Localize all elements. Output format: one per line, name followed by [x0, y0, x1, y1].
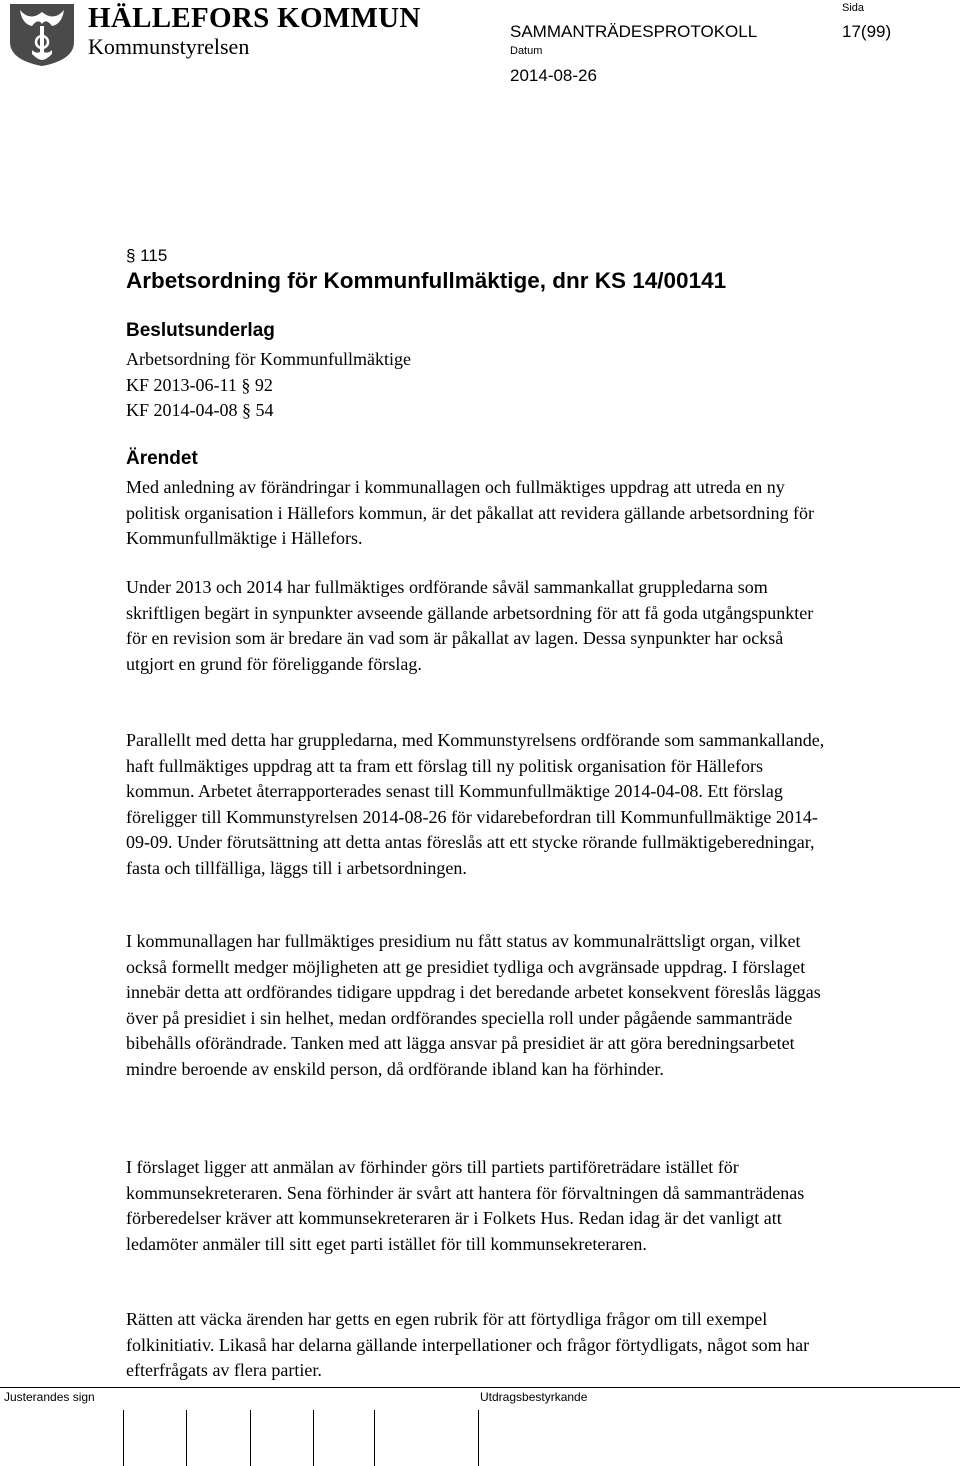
municipality-crest-logo: [6, 2, 78, 68]
list-item: Arbetsordning för Kommunfullmäktige: [126, 349, 411, 369]
body-paragraph: I kommunallagen har fullmäktiges presidium nu fått status av kommunalrättsligt organ, vilket också formellt medger möjligheten att ge presidiet tydliga och avgränsade uppdrag. I förslaget innebär detta att ordförandes tidigare uppdrag i det beredande arbetet konsekvent föreslås läggas över på presidiet i sin helhet, medan ordförandes speciella roll under pågående sammanträde bibehålls oförändrade. Tanken med att lägga ansvar på presidiet är att göra beredningsarbetet mindre beroende av enskild person, då ordförande ibland kan ha förhinder.: [126, 931, 821, 1079]
justerandes-sign-label: Justerandes sign: [4, 1390, 95, 1404]
signature-box-divider: [250, 1410, 251, 1466]
page-title: Arbetsordning för Kommunfullmäktige, dnr KS 14/00141: [126, 268, 727, 293]
list-item: KF 2014-04-08 § 54: [126, 400, 274, 421]
organization-unit: Kommunstyrelsen: [88, 34, 250, 59]
arendet-heading: Ärendet: [126, 448, 198, 469]
page-label: Sida: [842, 2, 865, 14]
section-reference: § 115: [126, 246, 168, 265]
body-paragraph: I förslaget ligger att anmälan av förhinder görs till partiets partiföreträdare istället för kommunsekreteraren. Sena förhinder är svårt att hantera för förvaltningen då sammanträdenas förberedelser kräver att kommunsekreteraren är i Folkets Hus. Redan idag är det vanligt att ledamöter anmäler till sitt eget parti istället för till kommunsekreteraren.: [126, 1157, 805, 1254]
date-label: Datum: [510, 45, 543, 57]
signature-box-divider: [313, 1410, 314, 1466]
utdragsbestyrkande-label: Utdragsbestyrkande: [480, 1390, 588, 1404]
signature-box-divider: [478, 1410, 479, 1466]
signature-box-divider: [186, 1410, 187, 1466]
signature-box-divider: [374, 1410, 375, 1466]
document-type: SAMMANTRÄDESPROTOKOLL: [510, 22, 758, 41]
organization-name: HÄLLEFORS KOMMUN: [88, 2, 421, 34]
body-paragraph: Med anledning av förändringar i kommunallagen och fullmäktiges uppdrag att utreda en ny politisk organisation i Hällefors kommun, är det påkallat att revidera gällande arbetsordning för Kommunfullmäktige i Hällefors.: [126, 477, 814, 549]
list-item: KF 2013-06-11 § 92: [126, 374, 273, 395]
body-paragraph: Rätten att väcka ärenden har getts en egen rubrik för att förtydliga frågor om till exempel folkinitiativ. Likaså har delarna gällande interpellationer och frågor förtydligats, något som har efterfrågats av flera partier.: [126, 1309, 810, 1381]
signature-box-divider: [123, 1410, 124, 1466]
beslutsunderlag-list: [126, 347, 831, 424]
page-number: 17(99): [842, 22, 892, 41]
meeting-date: 2014-08-26: [510, 66, 597, 85]
footer-divider: [0, 1387, 960, 1388]
body-paragraph: Parallellt med detta har gruppledarna, med Kommunstyrelsens ordförande som sammankallande, haft fullmäktiges uppdrag att ta fram ett förslag till ny politisk organisation för Hällefors kommun. Arbetet återrapporterades senast till Kommunfullmäktige 2014-04-08. Ett förslag föreligger till Kommunstyrelsen 2014-08-26 för vidarebefordran till Kommunfullmäktige 2014-09-09. Under förutsättning att detta antas föreslås att ett stycke rörande fullmäktigeberedningar, fasta och tillfälliga, läggs till i arbetsordningen.: [126, 730, 825, 878]
beslutsunderlag-heading: Beslutsunderlag: [126, 320, 275, 341]
body-paragraph: Under 2013 och 2014 har fullmäktiges ordförande såväl sammankallat gruppledarna som skriftligen begärt in synpunkter avseende gällande arbetsordning för att få goda utgångspunkter för en revision som är bredare än vad som är påkallat av lagen. Dessa synpunkter har också utgjort en grund för föreliggande förslag.: [126, 577, 814, 674]
